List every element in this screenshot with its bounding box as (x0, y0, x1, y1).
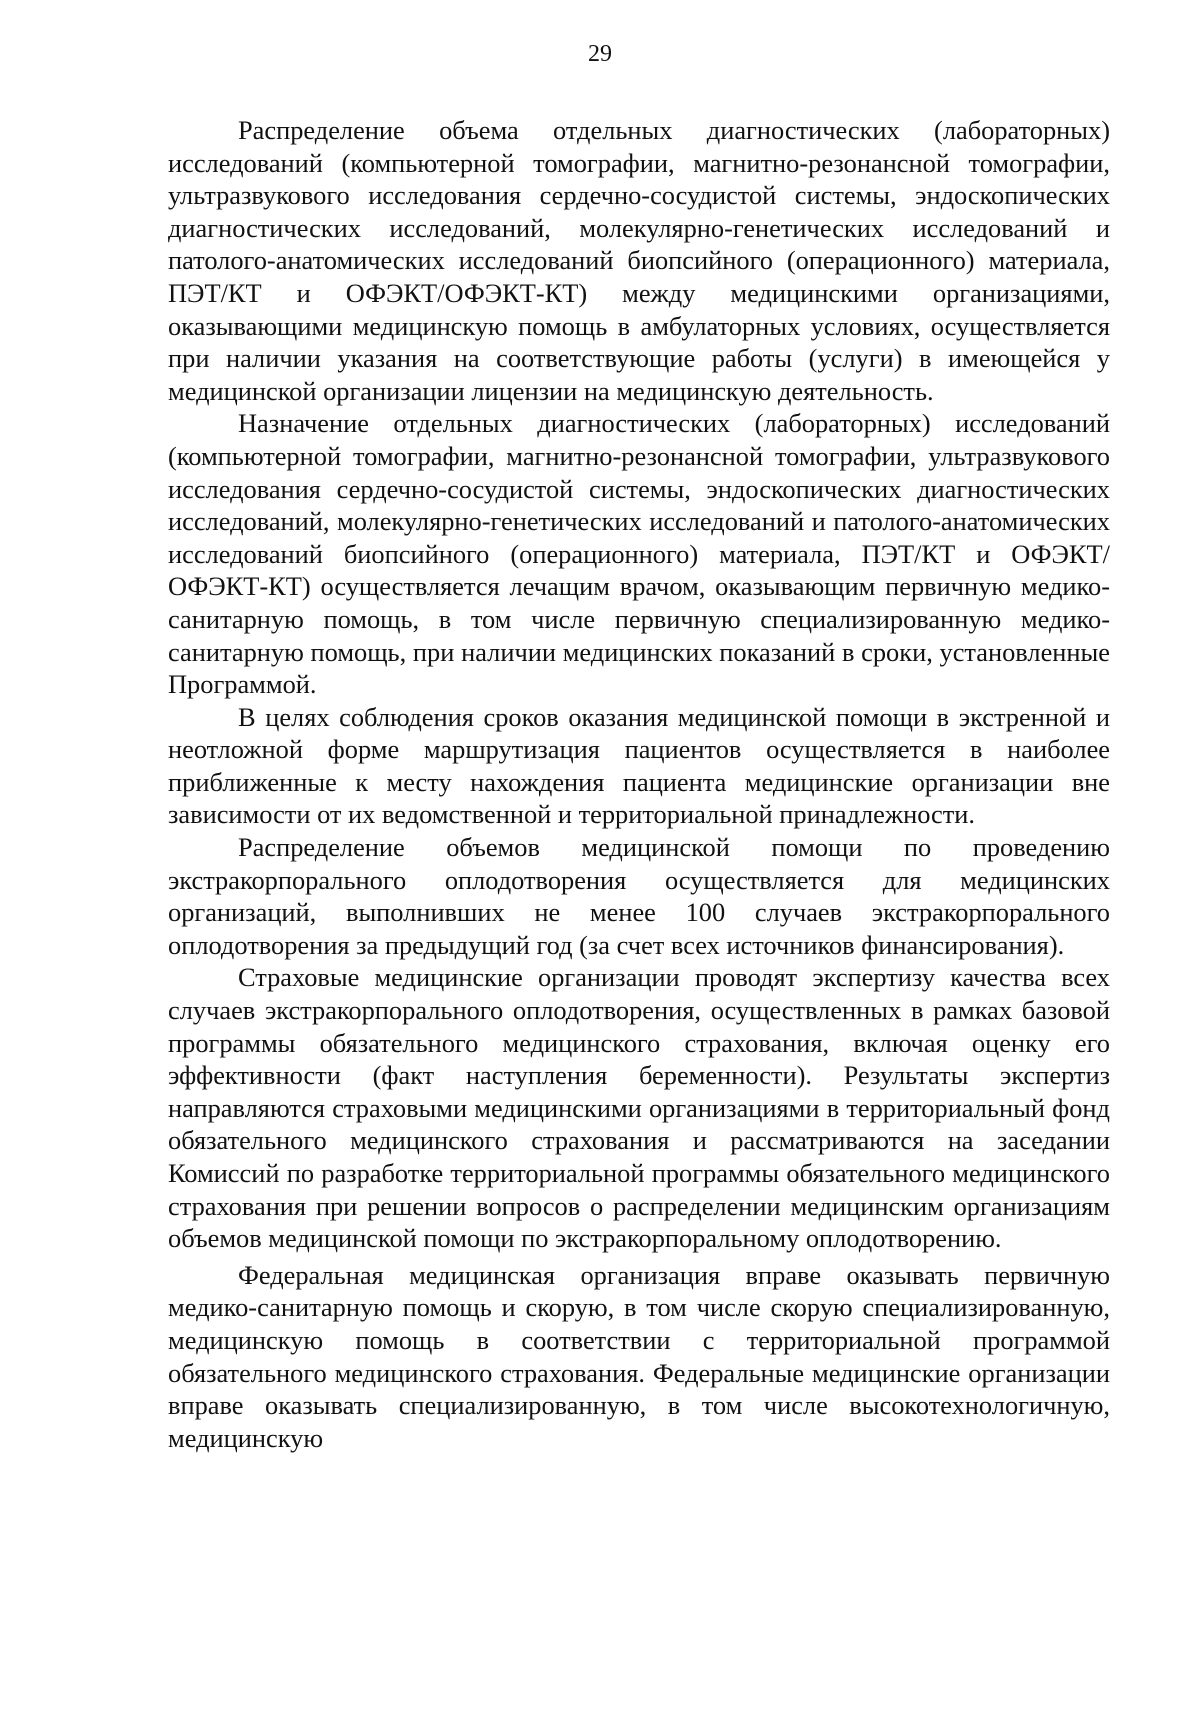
paragraph-ivf-quality-expertise: Страховые медицинские организации проводят экспертизу качества всех случаев экстракорпорального оплодотворения, осуществленных в рамках базовой программы обязательного медицинского страхования, включая оценку его эффективности (факт наступления беременности). Результаты экспертиз направляются страховыми медицинскими организациями в территориальный фонд обязательного медицинского страхования и рассматриваются на заседании Комиссий по разработке территориальной программы обязательного медицинского страхования при решении вопросов о распределении медицинским организациям объемов медицинской помощи по экстракорпоральному оплодотворению. (168, 962, 1110, 1254)
page-number: 29 (588, 41, 612, 67)
paragraph-diagnostics-distribution: Распределение объема отдельных диагностических (лабораторных) исследований (компьютерной томографии, магнитно-резонансной томографии, ультразвукового исследования сердечно-сосудистой системы, эндоскопических диагностических исследований, молекулярно-генетических исследований и патолого-анатомических исследований биопсийного (операционного) материала, ПЭТ/КТ и ОФЭКТ/ОФЭКТ-КТ) между медицинскими организациями, оказывающими медицинскую помощь в амбулаторных условиях, осуществляется при наличии указания на соответствующие работы (услуги) в имеющейся у медицинской организации лицензии на медицинскую деятельность. (168, 115, 1110, 406)
paragraph-diagnostics-assignment: Назначение отдельных диагностических (лабораторных) исследований (компьютерной томографии, магнитно-резонансной томографии, ультразвукового исследования сердечно-сосудистой системы, эндоскопических диагностических исследований, молекулярно-генетических исследований и патолого-анатомических исследований биопсийного (операционного) материала, ПЭТ/КТ и ОФЭКТ/ОФЭКТ-КТ) осуществляется лечащим врачом, оказывающим первичную медико-санитарную помощь, в том числе первичную специализированную медико-санитарную помощь, при наличии медицинских показаний в сроки, установленные Программой. (168, 408, 1110, 700)
paragraph-ivf-volume-distribution: Распределение объемов медицинской помощи по проведению экстракорпорального оплодотворения осуществляется для медицинских организаций, выполнивших не менее 100 случаев экстракорпорального оплодотворения за предыдущий год (за счет всех источников финансирования). (168, 832, 1110, 960)
paragraph-emergency-routing: В целях соблюдения сроков оказания медицинской помощи в экстренной и неотложной форме маршрутизация пациентов осуществляется в наиболее приближенные к месту нахождения пациента медицинские организации вне зависимости от их ведомственной и территориальной принадлежности. (168, 701, 1110, 830)
paragraph-federal-organization: Федеральная медицинская организация вправе оказывать первичную медико-санитарную помощь и скорую, в том числе скорую специализированную, медицинскую помощь в соответствии с территориальной программой обязательного медицинского страхования. Федеральные медицинские организации вправе оказывать специализированную, в том числе высокотехнологичную, медицинскую (168, 1259, 1110, 1453)
document-body (168, 114, 1110, 1454)
